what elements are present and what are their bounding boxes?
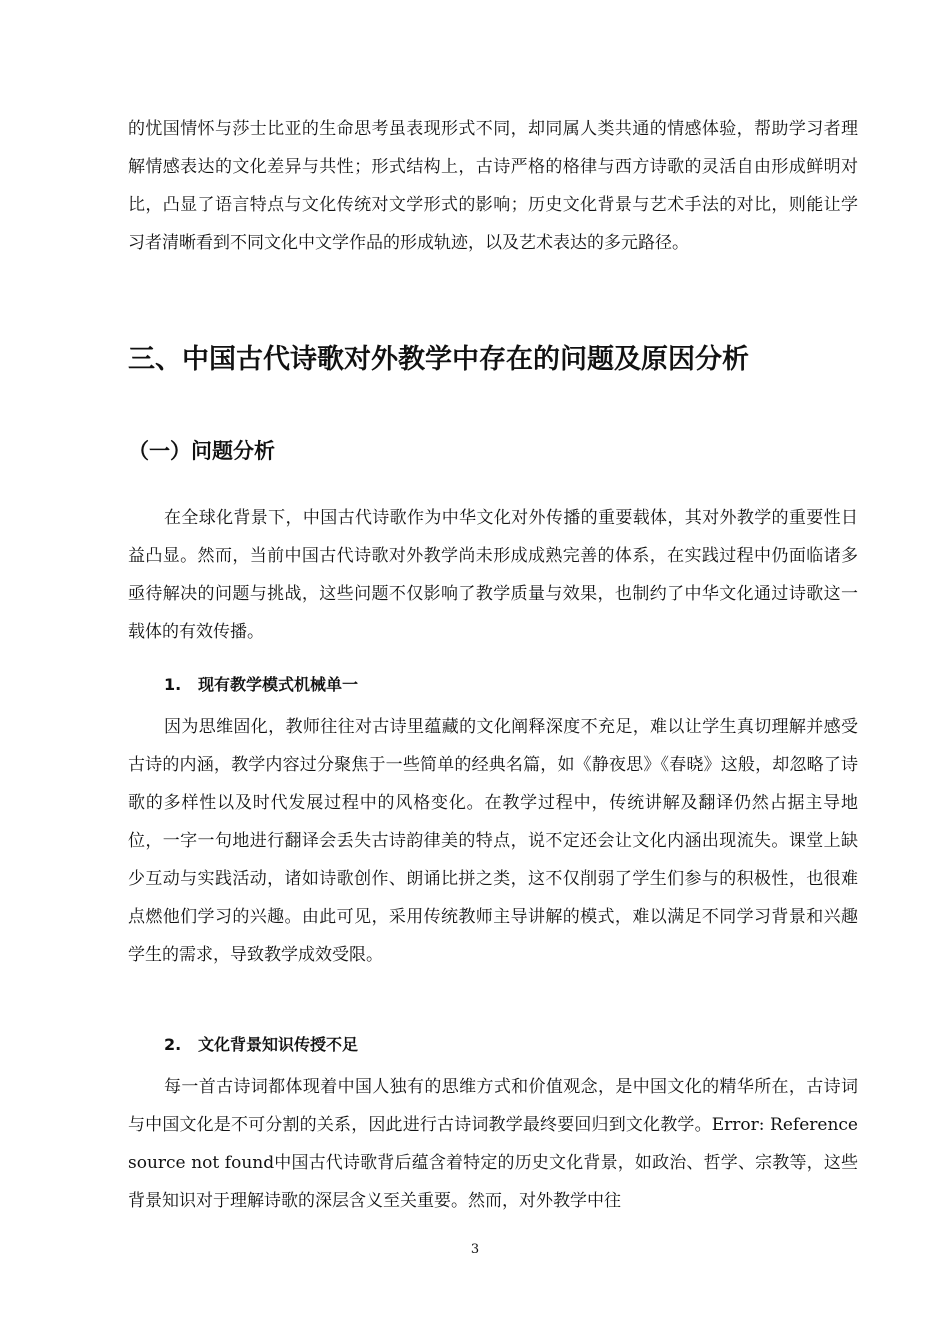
item-2-number: 2. xyxy=(164,1035,182,1054)
paragraph-section-intro: 在全球化背景下，中国古代诗歌作为中华文化对外传播的重要载体，其对外教学的重要性日益凸显。然而，当前中国古代诗歌对外教学尚未形成成熟完善的体系，在实践过程中仍面临诸多亟待解决的问题与挑战，这些问题不仅影响了教学质量与效果，也制约了中华文化通过诗歌这一载体的有效传播。 xyxy=(128,508,858,642)
paragraph-item-2: 每一首古诗词都体现着中国人独有的思维方式和价值观念，是中国文化的精华所在，古诗词与中国文化是不可分割的关系，因此进行古诗词教学最终要回归到文化教学。Error: Reference source not found中国古代诗歌背后蕴含着特定的历史文化背景，如政治、哲学、宗教等，这些背景知识对于理解诗歌的深层含义至关重要。然而，对外教学中往 xyxy=(128,1077,858,1211)
paragraph-item-1: 因为思维固化，教师往往对古诗里蕴藏的文化阐释深度不充足，难以让学生真切理解并感受古诗的内涵，教学内容过分聚焦于一些简单的经典名篇，如《静夜思》《春晓》这般，却忽略了诗歌的多样性以及时代发展过程中的风格变化。在教学过程中，传统讲解及翻译仍然占据主导地位，一字一句地进行翻译会丢失古诗韵律美的特点，说不定还会让文化内涵出现流失。课堂上缺少互动与实践活动，诸如诗歌创作、朗诵比拼之类，这不仅削弱了学生们参与的积极性，也很难点燃他们学习的兴趣。由此可见，采用传统教师主导讲解的模式，难以满足不同学习背景和兴趣学生的需求，导致教学成效受限。 xyxy=(128,717,858,965)
item-1-number: 1. xyxy=(164,675,182,694)
item-2-title: 文化背景知识传授不足 xyxy=(198,1035,359,1054)
item-1-heading xyxy=(164,670,358,700)
page-number: 3 xyxy=(470,1242,480,1257)
item-1-title: 现有教学模式机械单一 xyxy=(198,675,359,694)
paragraph-intro-continued: 的忧国情怀与莎士比亚的生命思考虽表现形式不同，却同属人类共通的情感体验，帮助学习者理解情感表达的文化差异与共性；形式结构上，古诗严格的格律与西方诗歌的灵活自由形成鲜明对比，凸显了语言特点与文化传统对文学形式的影响；历史文化背景与艺术手法的对比，则能让学习者清晰看到不同文化中文学作品的形成轨迹，以及艺术表达的多元路径。 xyxy=(128,119,858,253)
section-title: 三、中国古代诗歌对外教学中存在的问题及原因分析 xyxy=(128,344,749,375)
subsection-title: （一）问题分析 xyxy=(128,439,275,463)
item-2-heading xyxy=(164,1030,358,1060)
